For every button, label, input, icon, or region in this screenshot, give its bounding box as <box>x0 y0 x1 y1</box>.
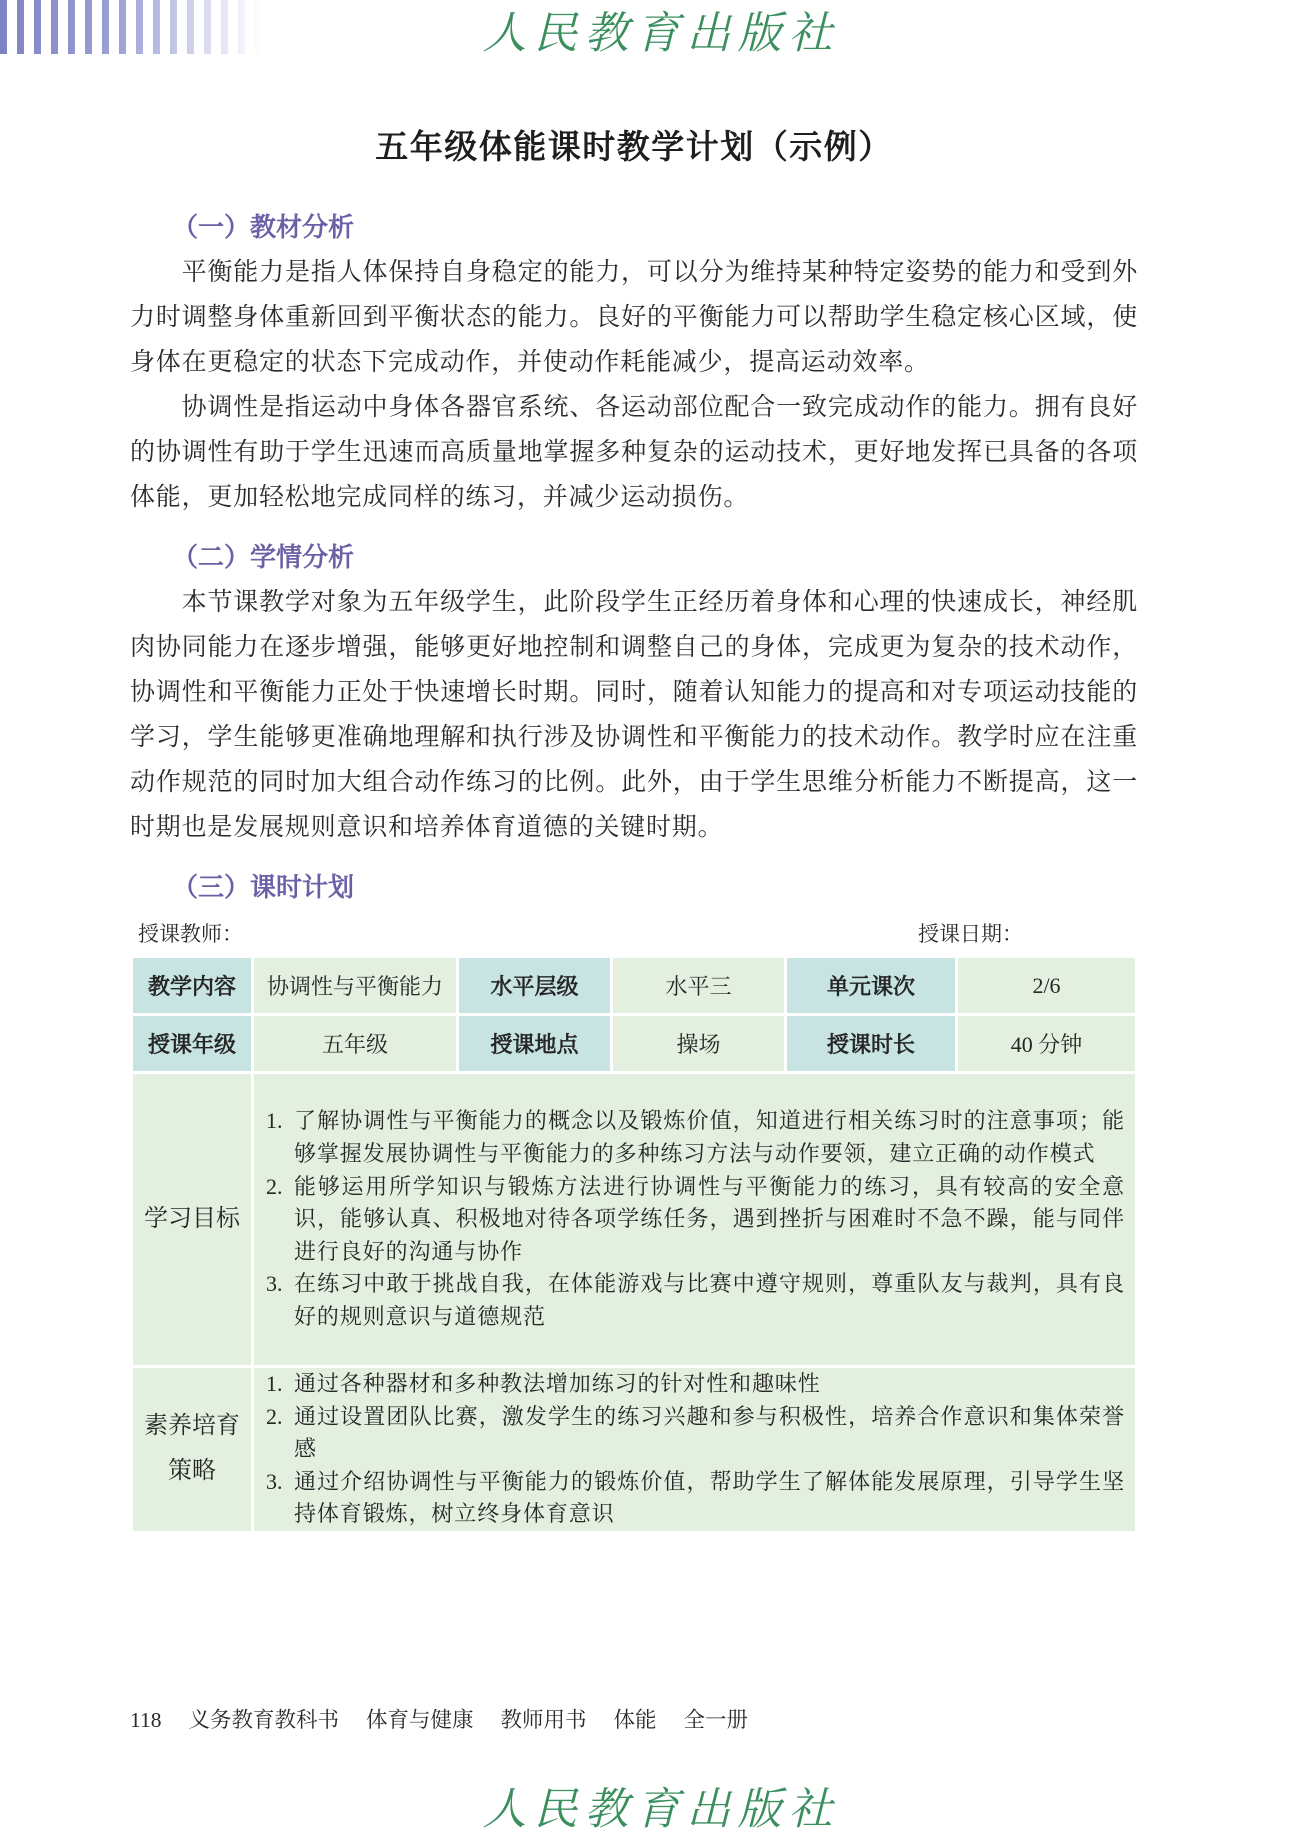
list-text: 通过各种器材和多种教法增加练习的针对性和趣味性 <box>294 1371 821 1396</box>
teaching-content-label: 教学内容 <box>132 957 253 1015</box>
main-content <box>130 205 1138 1534</box>
table-row <box>132 1073 1137 1367</box>
list-number: 3. <box>266 1271 283 1297</box>
list-number: 1. <box>266 1108 283 1134</box>
book-subject: 体育与健康 <box>365 1708 474 1732</box>
unit-lesson-label: 单元课次 <box>786 957 957 1015</box>
strategies-label: 素养培育策略 <box>144 1413 240 1485</box>
level-label: 水平层级 <box>458 957 612 1015</box>
list-number: 1. <box>266 1371 283 1396</box>
list-item <box>266 1268 1125 1333</box>
section-heading-lesson-plan: （三）课时计划 <box>172 873 355 902</box>
table-row <box>132 957 1137 1015</box>
list-number: 3. <box>266 1468 283 1494</box>
list-number: 2. <box>266 1403 283 1429</box>
location-value: 操场 <box>612 1015 786 1073</box>
list-item <box>266 1401 1125 1466</box>
book-series: 义务教育教科书 <box>188 1708 339 1732</box>
section-heading-material-analysis: （一）教材分析 <box>172 213 355 242</box>
paragraph-coordination: 协调性是指运动中身体各器官系统、各运动部位配合一致完成动作的能力。拥有良好的协调性有助于学生迅速而高质量地掌握多种复杂的运动技术，更好地发挥已具备的各项体能，更加轻松地完成同样的练习，并减少运动损伤。 <box>130 394 1138 511</box>
book-topic: 体能 <box>613 1708 657 1732</box>
duration-value: 40 分钟 <box>957 1015 1137 1073</box>
learning-objectives-list <box>253 1073 1137 1367</box>
page-footer <box>130 1704 748 1736</box>
list-item <box>266 1171 1125 1269</box>
grade-value: 五年级 <box>253 1015 458 1073</box>
list-text: 在练习中敢于挑战自我，在体能游戏与比赛中遵守规则，尊重队友与裁判，具有良好的规则意识与道德规范 <box>294 1271 1125 1329</box>
list-text: 能够运用所学知识与锻炼方法进行协调性与平衡能力的练习，具有较高的安全意识，能够认真、积极地对待各项学练任务，遇到挫折与困难时不急不躁，能与同伴进行良好的沟通与协作 <box>294 1173 1125 1264</box>
teacher-label: 授课教师： <box>138 922 243 946</box>
section-heading-student-analysis: （二）学情分析 <box>172 543 355 572</box>
header-stripes <box>0 0 262 54</box>
page-title: 五年级体能课时教学计划（示例） <box>375 130 893 166</box>
list-text: 通过设置团队比赛，激发学生的练习兴趣和参与积极性，培养合作意识和集体荣誉感 <box>294 1403 1125 1462</box>
list-number: 2. <box>266 1173 283 1199</box>
list-item <box>266 1368 1125 1401</box>
lesson-meta-row <box>130 914 1138 954</box>
date-label: 授课日期： <box>918 922 1023 946</box>
list-item <box>266 1105 1125 1170</box>
unit-lesson-value: 2/6 <box>957 957 1137 1015</box>
lesson-plan-table <box>130 955 1138 1534</box>
list-text: 通过介绍协调性与平衡能力的锻炼价值，帮助学生了解体能发展原理，引导学生坚持体育锻炼，树立终身体育意识 <box>294 1468 1125 1527</box>
paragraph-student-analysis: 本节课教学对象为五年级学生，此阶段学生正经历着身体和心理的快速成长，神经肌肉协同能力在逐步增强，能够更好地控制和调整自己的身体，完成更为复杂的技术动作，协调性和平衡能力正处于快速增长时期。同时，随着认知能力的提高和对专项运动技能的学习，学生能够更准确地理解和执行涉及协调性和平衡能力的技术动作。教学时应在注重动作规范的同时加大组合动作练习的比例。此外，由于学生思维分析能力不断提高，这一时期也是发展规则意识和培养体育道德的关键时期。 <box>130 589 1138 841</box>
paragraph-balance: 平衡能力是指人体保持自身稳定的能力，可以分为维持某种特定姿势的能力和受到外力时调整身体重新回到平衡状态的能力。良好的平衡能力可以帮助学生稳定核心区域，使身体在更稳定的状态下完成动作，并使动作耗能减少，提高运动效率。 <box>130 259 1138 376</box>
location-label: 授课地点 <box>458 1015 612 1073</box>
strategies-label-cell <box>132 1367 253 1533</box>
teaching-content-value: 协调性与平衡能力 <box>253 957 458 1015</box>
strategies-list <box>253 1367 1137 1533</box>
page-number: 118 <box>130 1708 162 1732</box>
table-row <box>132 1367 1137 1533</box>
learning-objectives-label-cell <box>132 1073 253 1367</box>
book-volume: 全一册 <box>683 1708 749 1732</box>
list-text: 了解协调性与平衡能力的概念以及锻炼价值，知道进行相关练习时的注意事项；能够掌握发展协调性与平衡能力的多种练习方法与动作要领，建立正确的动作模式 <box>294 1108 1125 1167</box>
table-row <box>132 1015 1137 1073</box>
level-value: 水平三 <box>612 957 786 1015</box>
grade-label: 授课年级 <box>132 1015 253 1073</box>
list-item <box>266 1466 1125 1531</box>
learning-objectives-label: 学习目标 <box>144 1206 240 1232</box>
duration-label: 授课时长 <box>786 1015 957 1073</box>
publisher-logo-top: 人民教育出版社 <box>482 8 840 59</box>
book-type: 教师用书 <box>500 1708 587 1732</box>
publisher-logo-bottom: 人民教育出版社 <box>482 1784 840 1835</box>
